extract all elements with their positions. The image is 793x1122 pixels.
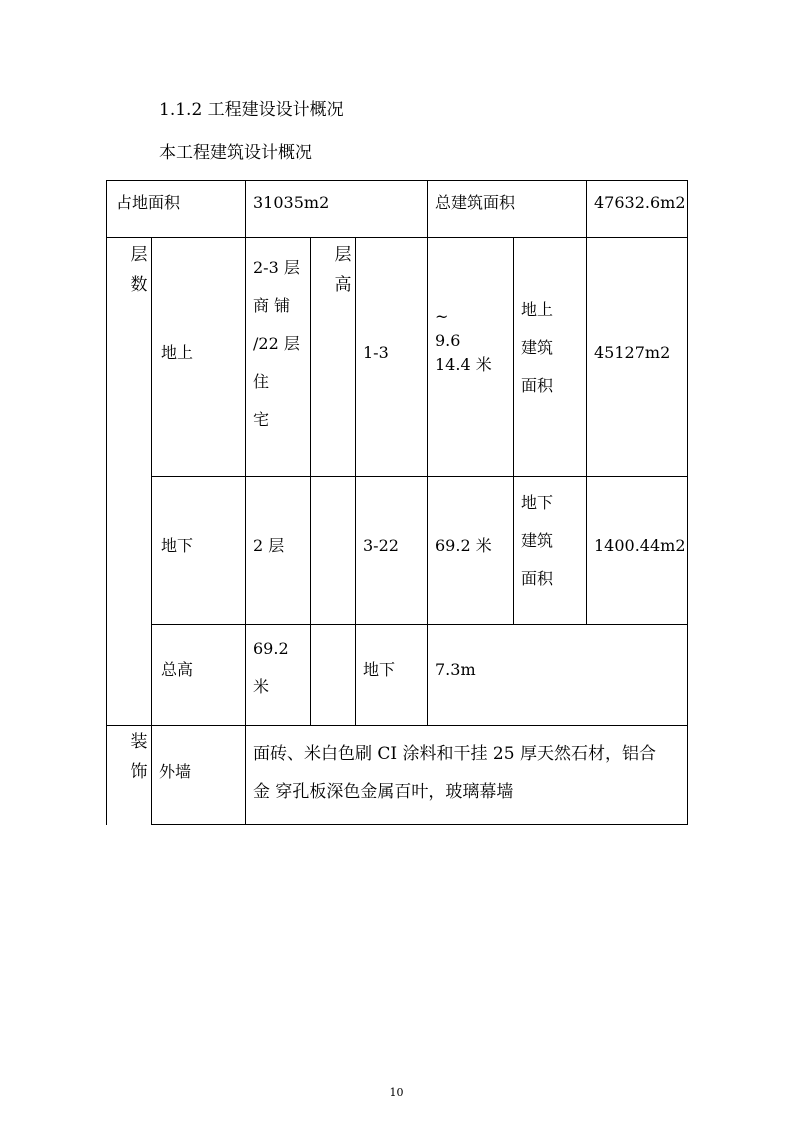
below-area-label-line: 地下 <box>521 493 554 512</box>
total-height-line: 米 <box>253 677 270 696</box>
total-area-label: 总建筑面积 <box>435 193 516 212</box>
table-border <box>687 180 688 825</box>
above-floors-line: 商 铺 <box>253 296 291 315</box>
table-border <box>106 725 688 726</box>
below-area-label <box>521 484 553 598</box>
above-floors-value <box>253 249 300 439</box>
table-border <box>427 180 428 726</box>
table-border <box>151 237 152 825</box>
height-label-char: 高 <box>334 275 352 295</box>
exterior-wall-line: 金 穿孔板深色金属百叶，玻璃幕墙 <box>253 782 514 802</box>
decoration-label <box>129 727 149 787</box>
above-height-value <box>435 305 492 377</box>
table-border <box>151 624 688 625</box>
height-label-char: 层 <box>334 245 352 265</box>
above-area-value: 45127m2 <box>594 343 671 362</box>
below-area-label-line: 面积 <box>521 569 554 588</box>
above-floors-line: 住 <box>253 372 270 391</box>
exterior-wall-line: 面砖、米白色刷 CI 涂料和干挂 25 厚天然石材，铝合 <box>253 744 656 764</box>
above-area-label <box>521 291 553 405</box>
exterior-wall-label: 外墙 <box>159 762 192 781</box>
decoration-label-char: 饰 <box>130 762 148 782</box>
site-area-label: 占地面积 <box>116 193 181 212</box>
table-title: 本工程建筑设计概况 <box>159 143 312 163</box>
above-range: 1-3 <box>363 343 389 362</box>
above-area-label-line: 面积 <box>521 376 554 395</box>
above-floors-line: /22 层 <box>253 334 300 353</box>
total-height-label: 总高 <box>161 660 194 679</box>
total-area-value: 47632.6m2 <box>594 193 686 212</box>
table-border <box>513 237 514 625</box>
total-height-line: 69.2 <box>253 639 289 658</box>
above-height-line: 14.4 米 <box>435 355 492 374</box>
above-floors-line: 宅 <box>253 410 270 429</box>
site-area-value: 31035m2 <box>253 193 330 212</box>
above-floors-line: 2-3 层 <box>253 258 300 277</box>
underground-label: 地下 <box>363 660 396 679</box>
above-ground-label: 地上 <box>161 343 194 362</box>
floors-label-char: 数 <box>130 275 148 295</box>
total-height-value <box>253 630 289 706</box>
above-area-label-line: 地上 <box>521 300 554 319</box>
table-border <box>151 476 688 477</box>
below-ground-label: 地下 <box>161 536 194 555</box>
table-border <box>586 180 587 625</box>
table-border <box>106 180 688 181</box>
table-border <box>355 237 356 726</box>
floors-label <box>129 240 149 300</box>
table-border <box>310 237 311 726</box>
underground-value: 7.3m <box>435 660 476 679</box>
above-area-label-line: 建筑 <box>521 338 554 357</box>
section-heading: 1.1.2 工程建设设计概况 <box>159 100 344 120</box>
decoration-label-char: 装 <box>130 732 148 752</box>
table-border <box>106 237 688 238</box>
exterior-wall-text <box>253 735 656 811</box>
table-border <box>245 180 246 825</box>
below-floors-value: 2 层 <box>253 536 285 555</box>
below-area-value: 1400.44m2 <box>594 536 686 555</box>
page-number: 10 <box>389 1086 404 1099</box>
below-range: 3-22 <box>363 536 399 555</box>
table-border <box>106 180 107 825</box>
floors-label-char: 层 <box>130 245 148 265</box>
above-height-line: 9.6 <box>435 331 461 350</box>
below-height-value: 69.2 米 <box>435 536 492 555</box>
table-border <box>151 824 688 825</box>
above-height-line: ~ <box>435 307 449 326</box>
below-area-label-line: 建筑 <box>521 531 554 550</box>
height-label <box>333 240 353 300</box>
